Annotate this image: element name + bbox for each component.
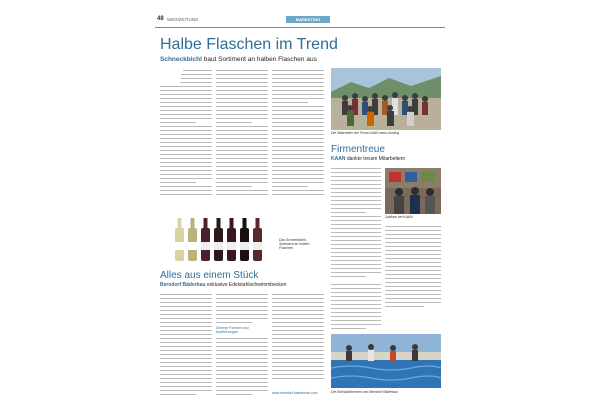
article1-byline: Schneckbichl — [160, 56, 202, 63]
article2-column-2 — [385, 226, 441, 310]
article2-subtitle — [331, 156, 405, 162]
bottles-image — [160, 214, 275, 262]
article2-subtitle-text: dankte treuen Mitarbeitern — [346, 156, 406, 162]
anniversary-caption: Jubilare bei KAAN — [385, 215, 413, 219]
pool-caption: Die Edelstahlbecken von Berndorf Bäderbau — [331, 390, 398, 394]
article3-column-3 — [272, 294, 324, 382]
article2-column-3 — [331, 284, 381, 332]
article3-column-2b — [216, 338, 268, 398]
group-photo — [331, 68, 441, 130]
header-rule — [155, 27, 445, 28]
article1-subtitle — [160, 56, 317, 63]
article1-column-2 — [216, 70, 268, 198]
article3-title: Alles aus einem Stück — [160, 270, 259, 281]
article2-title: Firmentreue — [331, 144, 385, 155]
article3-column-2 — [216, 294, 268, 326]
page-header — [155, 14, 445, 26]
bottles-photo — [160, 214, 275, 262]
newspaper-page — [155, 14, 445, 400]
rubric-badge: MARKETING — [286, 16, 330, 23]
article3-subtitle — [160, 282, 286, 288]
bottles-caption: Das Schneckbichl-Sortiment an halben Flaschen — [279, 238, 310, 251]
page-number: 48 — [157, 16, 164, 22]
article1-title: Halbe Flaschen im Trend — [160, 36, 338, 53]
anniversary-image — [385, 168, 441, 214]
pool-photo — [331, 334, 441, 388]
article1-column-3 — [272, 70, 324, 198]
pool-image — [331, 334, 441, 388]
group-photo-image — [331, 68, 441, 130]
article3-subtitle-text: exklusive Edelstahlschwimmbecken — [206, 282, 287, 288]
article1-column-1 — [160, 70, 212, 198]
article2-column-1 — [331, 168, 381, 280]
article3-byline: Berndorf Bäderbau — [160, 282, 206, 288]
article3-column-1 — [160, 294, 212, 398]
anniversary-photo — [385, 168, 441, 214]
group-photo-caption: Die Mitarbeiter der Firma KAAN beim Ausflug — [331, 131, 400, 135]
article2-byline: KAAN — [331, 156, 346, 162]
article3-website: www.berndorf-baederbau.com — [272, 391, 318, 395]
article3-highlight: Diverse Formen und Ausführungen — [216, 326, 249, 335]
magazine-name: WEINZEITUNG — [167, 17, 199, 22]
article1-subtitle-text: baut Sortiment an halben Flaschen aus — [203, 56, 317, 63]
